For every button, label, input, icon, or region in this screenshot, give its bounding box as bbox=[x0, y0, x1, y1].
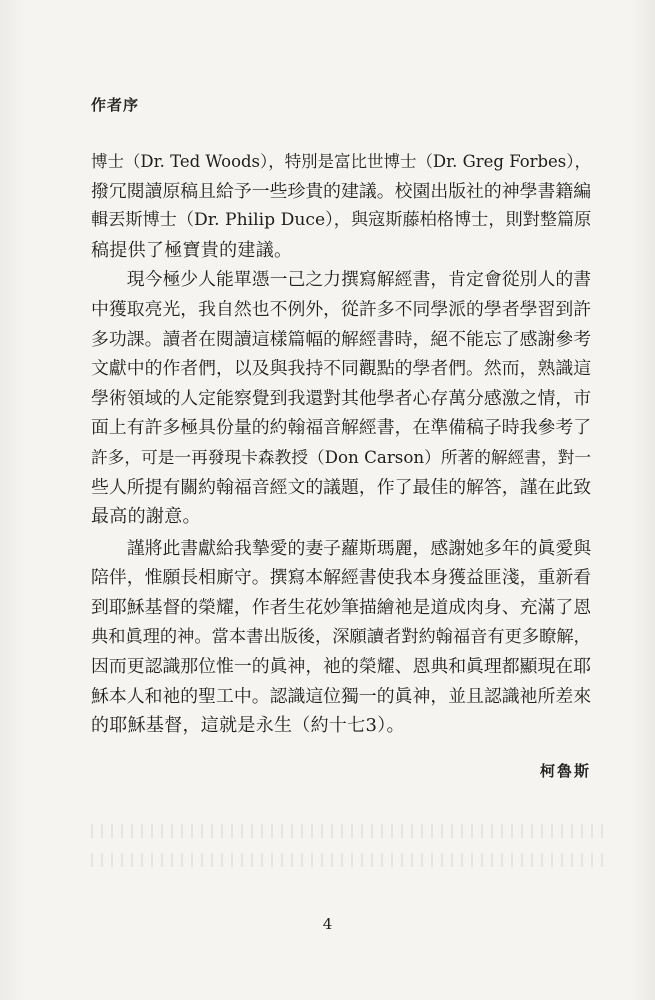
text-line: 文獻中的作者們，以及與我持不同觀點的學者們。然而，熟識這 bbox=[91, 358, 592, 380]
page-number: 4 bbox=[322, 915, 333, 933]
author-signature: 柯魯斯 bbox=[539, 762, 591, 780]
text-line: 因而更認識那位惟一的眞神，祂的榮耀、恩典和眞理都顯現在耶 bbox=[91, 656, 592, 678]
text-line: 穌本人和祂的聖工中。認識這位獨一的眞神，並且認識祂所差來 bbox=[91, 685, 592, 707]
paragraph-sources bbox=[91, 265, 591, 531]
text-line: 稿提供了極寶貴的建議。 bbox=[91, 239, 293, 261]
text-line: 謹將此書獻給我摯愛的妻子蘿斯瑪麗，感謝她多年的眞愛與 bbox=[91, 537, 592, 559]
text-line: 中獲取亮光，我自然也不例外，從許多不同學派的學者學習到許 bbox=[91, 298, 592, 320]
paragraph-acknowledgements bbox=[91, 147, 591, 265]
text-line: 撥冗閱讀原稿且給予一些珍貴的建議。校園出版社的神學書籍編 bbox=[91, 180, 592, 202]
text-line: 現今極少人能單憑一己之力撰寫解經書，肯定會從別人的書 bbox=[91, 269, 592, 291]
paragraph-dedication bbox=[91, 534, 591, 741]
show-through-texture bbox=[91, 824, 611, 838]
section-title: 作者序 bbox=[91, 96, 140, 114]
text-line: 到耶穌基督的榮耀，作者生花妙筆描繪祂是道成肉身、充滿了恩 bbox=[91, 596, 592, 618]
text-line: 輯丟斯博士（Dr. Philip Duce），與寇斯藤柏格博士，則對整篇原 bbox=[91, 210, 592, 231]
text-line: 的耶穌基督，這就是永生（約十七3）。 bbox=[91, 715, 405, 737]
text-line: 面上有許多極具份量的約翰福音解經書，在準備稿子時我參考了 bbox=[91, 417, 592, 439]
text-line: 多功課。讀者在閱讀這樣篇幅的解經書時，絕不能忘了感謝參考 bbox=[91, 328, 592, 350]
text-line: 許多，可是一再發現卡森教授（Don Carson）所著的解經書，對一 bbox=[91, 446, 592, 467]
text-line: 典和眞理的神。當本書出版後，深願讀者對約翰福音有更多瞭解， bbox=[91, 626, 591, 647]
text-line: 些人所提有關約翰福音經文的議題，作了最佳的解答，謹在此致 bbox=[91, 476, 592, 498]
text-line: 陪伴，惟願長相廝守。撰寫本解經書使我本身獲益匪淺，重新看 bbox=[91, 567, 592, 589]
text-line: 最高的謝意。 bbox=[91, 506, 201, 528]
text-line: 博士（Dr. Ted Woods），特別是富比世博士（Dr. Greg Forbes）， bbox=[91, 152, 591, 171]
preface-body bbox=[91, 147, 591, 741]
text-line: 學術領域的人定能察覺到我還對其他學者心存萬分感激之情，市 bbox=[91, 387, 592, 409]
show-through-texture bbox=[91, 853, 611, 867]
